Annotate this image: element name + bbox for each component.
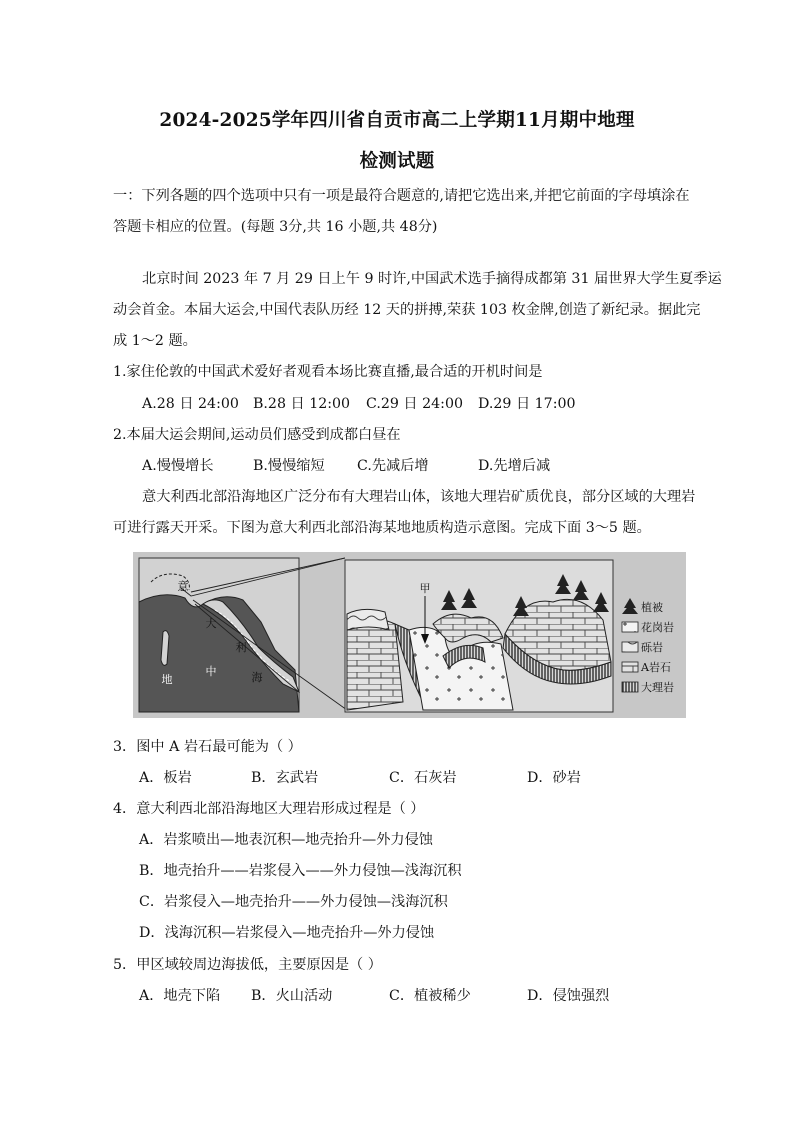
question-5-option-c: C．植被稀少 xyxy=(389,988,471,1004)
question-1-option-c: C.29 日 24:00 xyxy=(366,396,464,412)
passage1-line-1: 北京时间 2023 年 7 月 29 日上午 9 时许,中国武术选手摘得成都第 31 届世界大学生夏季运 xyxy=(142,271,722,287)
question-1-option-a: A.28 日 24:00 xyxy=(142,396,239,412)
legend-marble: 大理岩 xyxy=(641,681,674,694)
instructions-line-2: 答题卡相应的位置。(每题 3分,共 16 小题,共 48分) xyxy=(113,219,438,235)
legend-conglomerate: 砾岩 xyxy=(641,641,663,654)
question-2-option-d: D.先增后减 xyxy=(478,458,551,474)
question-2-option-a: A.慢慢增长 xyxy=(142,458,214,474)
question-4-option-c: C．岩浆侵入—地壳抬升——外力侵蚀—浅海沉积 xyxy=(139,894,448,910)
question-5-option-a: A．地壳下陷 xyxy=(139,988,221,1004)
question-2-option-b: B.慢慢缩短 xyxy=(253,458,325,474)
instructions-line-1: 一：下列各题的四个选项中只有一项是最符合题意的,请把它选出来,并把它前面的字母填涂在 xyxy=(113,188,690,204)
point-label-jia: 甲 xyxy=(419,582,431,595)
question-4-option-d: D．浅海沉积—岩浆侵入—地壳抬升—外力侵蚀 xyxy=(139,925,435,941)
map-label-hai: 海 xyxy=(251,671,263,684)
question-5-stem: 5．甲区域较周边海拔低，主要原因是（ ） xyxy=(113,957,382,973)
question-4-option-b: B．地壳抬升——岩浆侵入——外力侵蚀—浅海沉积 xyxy=(139,863,462,879)
question-1-option-d: D.29 日 17:00 xyxy=(478,396,576,412)
passage2-line-2: 可进行露天开采。下图为意大利西北部沿海某地地质构造示意图。完成下面 3～5 题。 xyxy=(113,520,651,536)
passage1-line-2: 动会首金。本届大运会,中国代表队历经 12 天的拼搏,荣获 103 枚金牌,创造了新纪录。据此完 xyxy=(113,302,701,318)
question-3-stem: 3．图中 A 岩石最可能为（ ） xyxy=(113,739,302,755)
question-4-option-a: A．岩浆喷出—地表沉积—地壳抬升—外力侵蚀 xyxy=(139,832,433,848)
map-label-zhong: 中 xyxy=(205,665,217,678)
legend-granite: 花岗岩 xyxy=(641,621,674,634)
map-label-di: 地 xyxy=(161,673,173,686)
passage1-line-3: 成 1～2 题。 xyxy=(113,333,197,349)
question-3-option-a: A．板岩 xyxy=(139,770,192,786)
geologic-cross-section xyxy=(345,560,613,712)
map-label-yi: 意 xyxy=(177,580,189,593)
question-1-option-b: B.28 日 12:00 xyxy=(253,396,351,412)
passage2-line-1: 意大利西北部沿海地区广泛分布有大理岩山体，该地大理岩矿质优良，部分区域的大理岩 xyxy=(142,489,696,505)
page-title-line2: 检测试题 xyxy=(359,151,435,172)
map-label-da: 大 xyxy=(205,617,217,630)
legend-rock-a: A岩石 xyxy=(641,661,671,674)
question-3-option-b: B．玄武岩 xyxy=(251,770,319,786)
question-5-option-b: B．火山活动 xyxy=(251,988,333,1004)
question-3-option-c: C．石灰岩 xyxy=(389,770,457,786)
question-3-option-d: D．砂岩 xyxy=(527,770,581,786)
question-2-stem: 2.本届大运会期间,运动员们感受到成都白昼在 xyxy=(113,427,401,443)
geology-figure xyxy=(133,552,686,718)
map-label-li: 利 xyxy=(235,641,247,654)
question-1-stem: 1.家住伦敦的中国武术爱好者观看本场比赛直播,最合适的开机时间是 xyxy=(113,364,543,380)
question-4-stem: 4．意大利西北部沿海地区大理岩形成过程是（ ） xyxy=(113,801,425,817)
question-2-option-c: C.先减后增 xyxy=(357,458,429,474)
page-title: 2024-2025学年四川省自贡市高二上学期11月期中地理 xyxy=(159,110,635,131)
legend-vegetation: 植被 xyxy=(641,601,663,614)
question-5-option-d: D．侵蚀强烈 xyxy=(527,988,610,1004)
